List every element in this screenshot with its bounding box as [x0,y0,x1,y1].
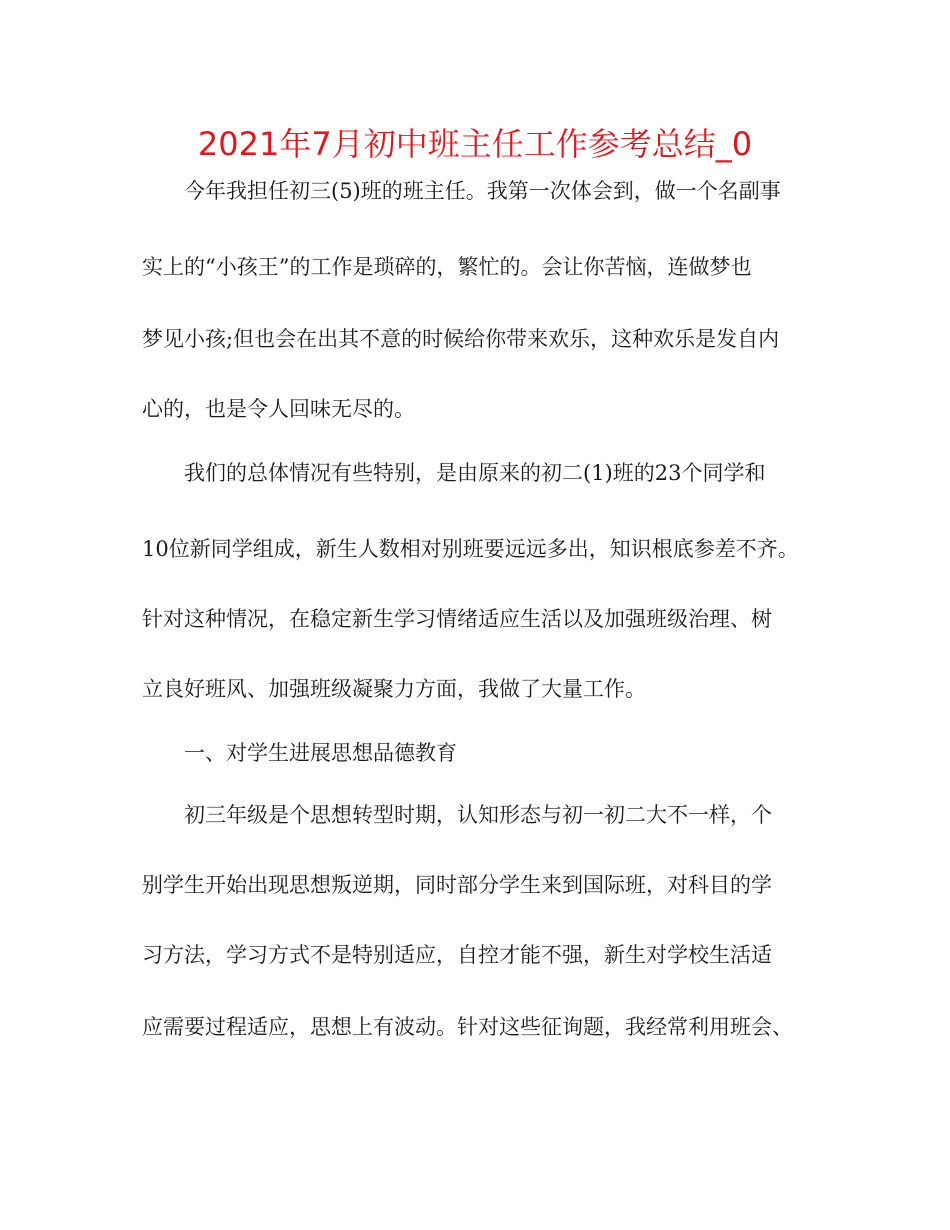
paragraph-line: 初三年级是个思想转型时期，认知形态与初一初二大不一样，个 [184,803,772,827]
paragraph-line: 梦见小孩;但也会在出其不意的时候给你带来欢乐，这种欢乐是发自内 [142,327,780,351]
document-title: 2021年7月初中班主任工作参考总结_0 [197,125,753,163]
paragraph-line: 针对这种情况，在稳定新生学习情绪适应生活以及加强班级治理、树 [142,607,772,631]
paragraph-line: 心的，也是令人回味无尽的。 [142,397,415,421]
section-heading: 一、对学生进展思想品德教育 [184,741,457,765]
paragraph-line: 实上的“小孩王”的工作是琐碎的，繁忙的。会让你苦恼，连做梦也 [142,255,752,279]
paragraph-line: 我们的总体情况有些特别，是由原来的初二(1)班的23个同学和 [184,461,766,485]
paragraph-line: 别学生开始出现思想叛逆期，同时部分学生来到国际班，对科目的学 [142,873,772,897]
paragraph-line: 今年我担任初三(5)班的班主任。我第一次体会到，做一个名副事 [184,179,781,203]
paragraph-line: 立良好班风、加强班级凝聚力方面，我做了大量工作。 [142,677,646,701]
paragraph-line: 应需要过程适应，思想上有波动。针对这些征询题，我经常利用班会、 [142,1015,793,1039]
paragraph-line: 习方法，学习方式不是特别适应，自控才能不强，新生对学校生活适 [142,943,772,967]
paragraph-line: 10位新同学组成，新生人数相对别班要远远多出，知识根底参差不齐。 [142,537,799,561]
